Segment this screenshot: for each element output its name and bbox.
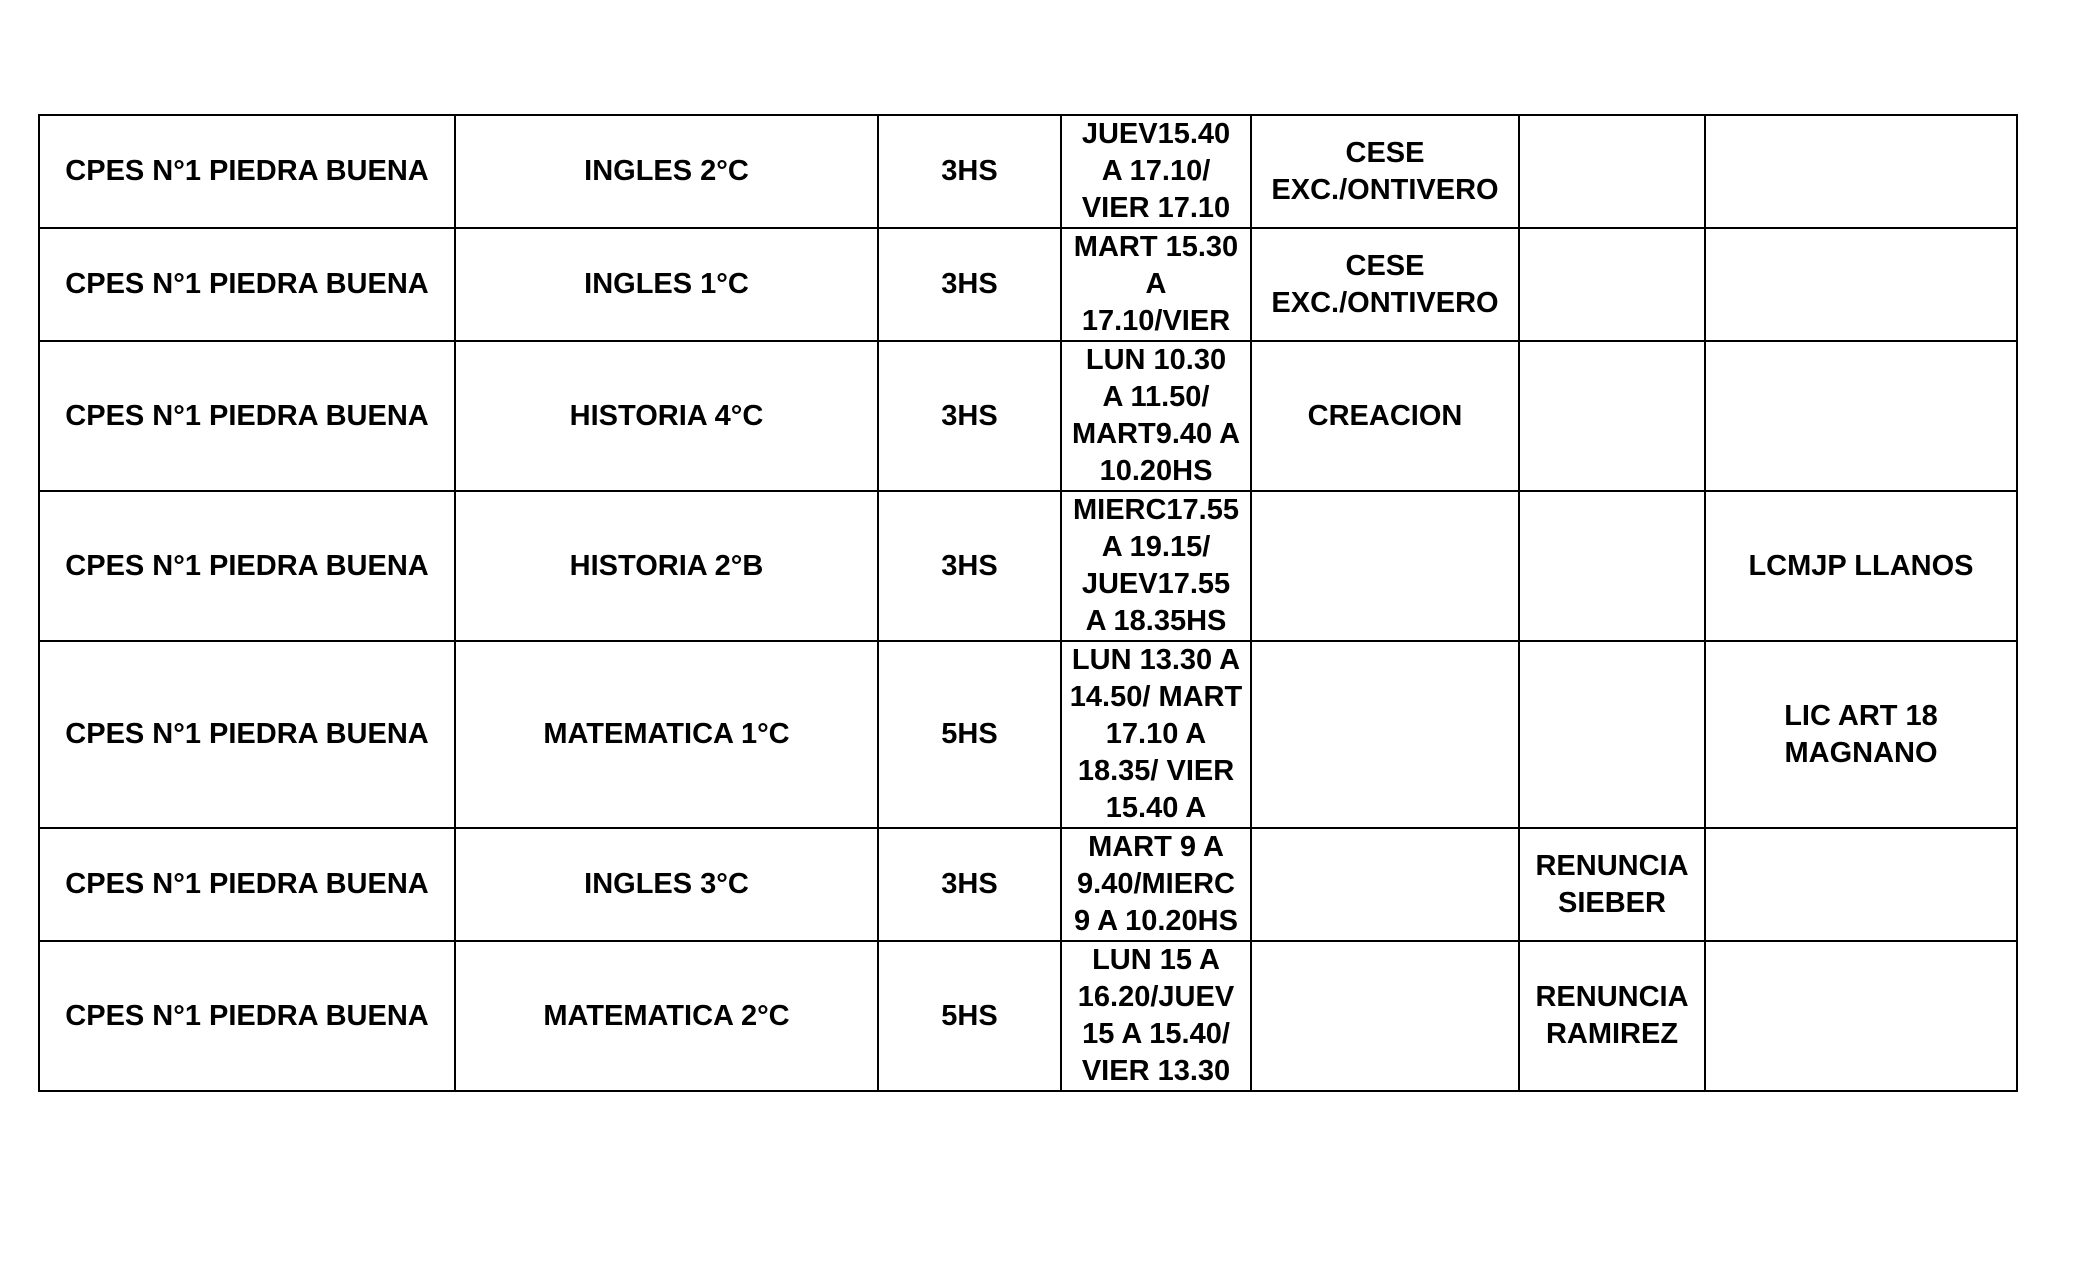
school-cell: CPES N°1 PIEDRA BUENA [39, 228, 455, 341]
resignation-cell [1519, 115, 1705, 228]
subject-cell: HISTORIA 2°B [455, 491, 878, 641]
schedule-cell: LUN 10.30 A 11.50/ MART9.40 A 10.20HS [1061, 341, 1251, 491]
license-cell [1705, 341, 2017, 491]
table-row [39, 228, 2017, 341]
table-row [39, 491, 2017, 641]
school-cell: CPES N°1 PIEDRA BUENA [39, 341, 455, 491]
resignation-cell [1519, 491, 1705, 641]
license-cell: LCMJP LLANOS [1705, 491, 2017, 641]
license-cell: LIC ART 18 MAGNANO [1705, 641, 2017, 828]
resignation-cell: RENUNCIA SIEBER [1519, 828, 1705, 941]
table-row [39, 941, 2017, 1091]
schedule-cell: LUN 13.30 A 14.50/ MART 17.10 A 18.35/ VIER 15.40 A [1061, 641, 1251, 828]
subject-cell: INGLES 2°C [455, 115, 878, 228]
hours-cell: 3HS [878, 341, 1061, 491]
status-cell [1251, 828, 1519, 941]
subject-cell: INGLES 3°C [455, 828, 878, 941]
subject-cell: INGLES 1°C [455, 228, 878, 341]
subject-cell: MATEMATICA 1°C [455, 641, 878, 828]
status-cell [1251, 641, 1519, 828]
status-cell: CREACION [1251, 341, 1519, 491]
schedule-cell: MART 15.30 A 17.10/VIER [1061, 228, 1251, 341]
hours-cell: 3HS [878, 228, 1061, 341]
table-row [39, 641, 2017, 828]
license-cell [1705, 941, 2017, 1091]
hours-cell: 3HS [878, 828, 1061, 941]
school-cell: CPES N°1 PIEDRA BUENA [39, 491, 455, 641]
schedule-cell: JUEV15.40 A 17.10/ VIER 17.10 [1061, 115, 1251, 228]
hours-cell: 3HS [878, 115, 1061, 228]
subject-cell: HISTORIA 4°C [455, 341, 878, 491]
status-cell [1251, 941, 1519, 1091]
license-cell [1705, 228, 2017, 341]
resignation-cell [1519, 341, 1705, 491]
table-row [39, 115, 2017, 228]
hours-cell: 5HS [878, 941, 1061, 1091]
school-cell: CPES N°1 PIEDRA BUENA [39, 641, 455, 828]
resignation-cell [1519, 228, 1705, 341]
table-row [39, 828, 2017, 941]
license-cell [1705, 828, 2017, 941]
schedule-cell: MART 9 A 9.40/MIERC 9 A 10.20HS [1061, 828, 1251, 941]
resignation-cell: RENUNCIA RAMIREZ [1519, 941, 1705, 1091]
table-row [39, 341, 2017, 491]
school-cell: CPES N°1 PIEDRA BUENA [39, 828, 455, 941]
vacancy-table [38, 114, 2018, 1092]
subject-cell: MATEMATICA 2°C [455, 941, 878, 1091]
status-cell [1251, 491, 1519, 641]
hours-cell: 5HS [878, 641, 1061, 828]
school-cell: CPES N°1 PIEDRA BUENA [39, 941, 455, 1091]
status-cell: CESE EXC./ONTIVERO [1251, 228, 1519, 341]
resignation-cell [1519, 641, 1705, 828]
status-cell: CESE EXC./ONTIVERO [1251, 115, 1519, 228]
schedule-cell: MIERC17.55 A 19.15/ JUEV17.55 A 18.35HS [1061, 491, 1251, 641]
license-cell [1705, 115, 2017, 228]
schedule-cell: LUN 15 A 16.20/JUEV 15 A 15.40/ VIER 13.30 [1061, 941, 1251, 1091]
hours-cell: 3HS [878, 491, 1061, 641]
school-cell: CPES N°1 PIEDRA BUENA [39, 115, 455, 228]
